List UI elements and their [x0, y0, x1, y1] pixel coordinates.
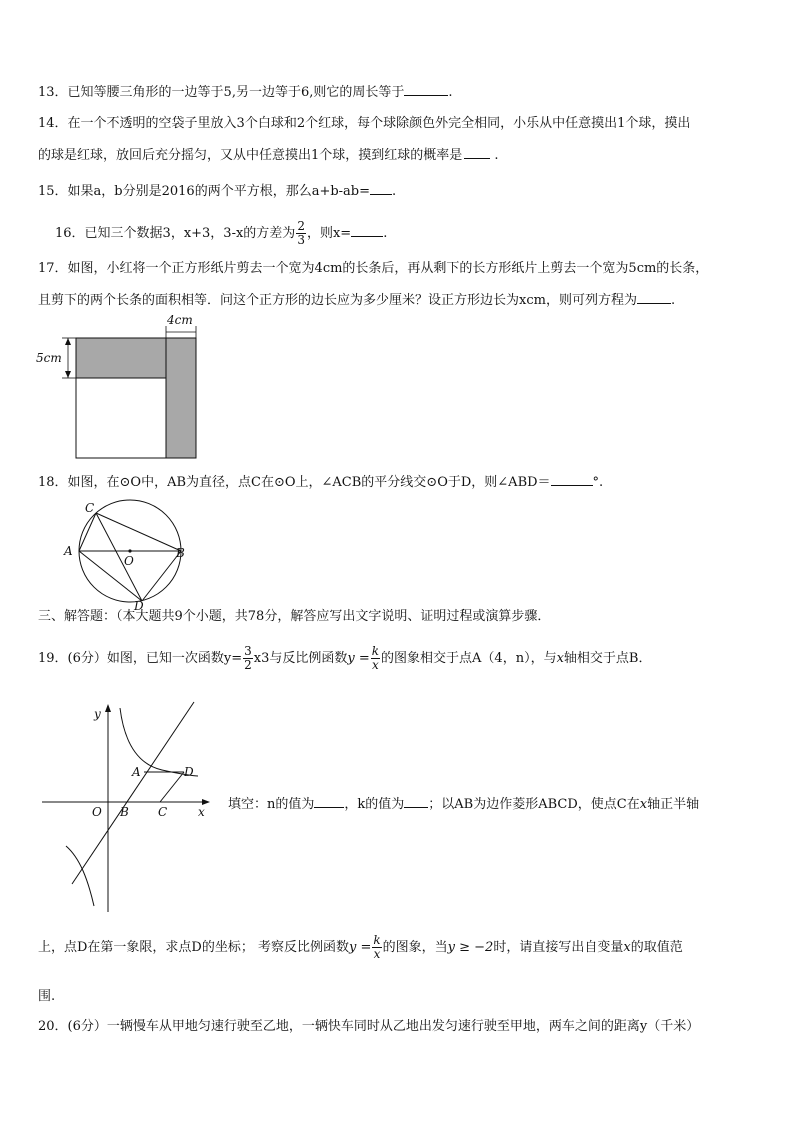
q17-bottom-strip — [76, 338, 166, 378]
q18-center-point — [128, 549, 131, 552]
q19-x-var: x — [556, 651, 564, 666]
q19-part2: x3与反比例函数 — [253, 651, 348, 666]
q19-slope-den: 2 — [244, 658, 252, 672]
q13-text: 13．已知等腰三角形的一边等于5,另一边等于6,则它的周长等于 — [38, 85, 405, 100]
question-19 — [38, 645, 651, 673]
q19-part3: 的图象相交于点A（4，n），与 — [381, 651, 557, 666]
q19-part1: 19．(6分）如图，已知一次函数y= — [38, 651, 243, 666]
q19-fill-d: 轴正半轴 — [647, 797, 700, 812]
q17-line2: 且剪下的两个长条的面积相等．问这个正方形的边长应为多少厘米？设正方形边长为xcm，则可列方程为 — [38, 293, 637, 308]
section-3-text: 三、解答题：（本大题共9个小题，共78分，解答应写出文字说明、证明过程或演算步骤． — [38, 609, 551, 624]
q16-end: . — [383, 226, 388, 241]
q18-label-o: O — [124, 554, 134, 568]
q18-answer-blank[interactable] — [551, 473, 593, 486]
q18-chord-cd — [96, 513, 142, 601]
q19-slope-num: 3 — [244, 644, 252, 658]
q19-slope-fraction — [243, 645, 253, 672]
q19-cont-x: x — [623, 940, 631, 955]
q17-line1: 17．如图，小红将一个正方形纸片剪去一个宽为4cm的长条后，再从剩下的长方形纸片上剪去一个宽为5cm的长条， — [38, 261, 709, 276]
q19-y-axis-arrow — [105, 704, 111, 712]
q18-label-b: B — [176, 546, 185, 560]
question-19-fill-line — [228, 795, 699, 814]
section-3-heading — [38, 608, 550, 626]
q18-chord-cb — [96, 513, 181, 551]
q16-fraction — [296, 220, 306, 247]
q19-cont-k-num: k — [373, 933, 381, 947]
question-14-line1 — [38, 115, 690, 133]
q16-after: ，则x= — [306, 226, 352, 241]
q19-graph-figure — [38, 700, 218, 915]
q19-y-eq: y = — [347, 651, 370, 666]
q18-label-a: A — [64, 544, 73, 558]
question-17-line1 — [38, 260, 708, 278]
q19-cont-a: 上，点D在第一象限，求点D的坐标； 考察反比例函数 — [38, 940, 349, 955]
q19-fill-a: 填空：n的值为 — [228, 797, 315, 812]
q17-left-arrow-up — [65, 338, 71, 345]
q19-cont-k-over-x — [372, 934, 381, 961]
q18-circle-figure — [60, 500, 200, 613]
question-20 — [38, 1018, 699, 1036]
q19-k-blank[interactable] — [404, 795, 428, 808]
q16-frac-num: 2 — [297, 219, 305, 233]
q13-end: . — [448, 85, 453, 100]
q18-label-d: D — [134, 599, 144, 613]
q19-hyperbola-lower — [66, 846, 94, 906]
q17-remaining-square — [76, 378, 166, 458]
q17-square-figure — [34, 312, 204, 462]
q14-answer-blank[interactable] — [464, 146, 490, 159]
q14-line2: 的球是红球，放回后充分摇匀，又从中任意摸出1个球，摸到红球的概率是 — [38, 148, 463, 163]
q18-chord-ca — [79, 513, 96, 551]
q14-end: . — [494, 148, 499, 163]
question-17-line2 — [38, 291, 675, 310]
q19-segment-dc — [160, 772, 184, 802]
q15-answer-blank[interactable] — [370, 182, 392, 195]
q19-cont-c: 时，请直接写出自变量 — [493, 940, 624, 955]
q19-label-y: y — [94, 707, 101, 721]
question-18 — [38, 473, 603, 492]
question-19-cont-line — [38, 934, 683, 962]
q18-label-c: C — [85, 501, 95, 515]
q17-end: . — [670, 293, 676, 308]
q19-label-b: B — [120, 805, 129, 819]
q17-label-5cm: 5cm — [36, 351, 62, 365]
question-14-line2 — [38, 146, 499, 165]
q14-line1: 14．在一个不透明的空袋子里放入3个白球和2个红球，每个球除颜色外完全相同，小乐从中任意摸出1个球，摸出 — [38, 116, 691, 131]
q19-cont-y-eq: y = — [348, 940, 372, 955]
q17-label-4cm: 4cm — [167, 313, 193, 327]
q19-x-den: x — [372, 658, 379, 672]
q19-fill-x: x — [639, 797, 648, 812]
q19-cont-line2: 围. — [38, 989, 56, 1004]
q19-k-num: k — [371, 644, 380, 658]
q17-right-strip — [166, 338, 196, 458]
q19-part4: 轴相交于点B． — [563, 651, 652, 666]
q19-k-over-x — [371, 645, 380, 672]
q13-answer-blank[interactable] — [404, 83, 448, 96]
q17-left-arrow-down — [65, 371, 71, 378]
q19-n-blank[interactable] — [314, 795, 344, 808]
q19-cont-cond: y ≥ −2 — [447, 940, 494, 955]
q15-end: . — [392, 184, 397, 199]
q19-label-x: x — [198, 805, 205, 819]
q18-text: 18．如图，在⊙O中，AB为直径，点C在⊙O上，∠ACB的平分线交⊙O于D，则∠ABD＝ — [38, 475, 551, 490]
q20-text: 20．(6分）一辆慢车从甲地匀速行驶至乙地，一辆快车同时从乙地出发匀速行驶至甲地，两车之间的距离y（千米） — [38, 1019, 700, 1034]
q19-linear-function — [72, 702, 194, 884]
q19-cont-x-den: x — [373, 947, 381, 961]
q19-label-c: C — [158, 805, 168, 819]
q19-label-o: O — [92, 805, 102, 819]
q19-fill-c: ；以AB为边作菱形ABCD，使点C在 — [428, 797, 640, 812]
q19-label-d: D — [184, 765, 194, 779]
question-15 — [38, 182, 396, 201]
question-19-cont-line2 — [38, 988, 55, 1006]
q19-cont-d: 的取值范 — [630, 940, 683, 955]
q15-text: 15．如果a，b分别是2016的两个平方根，那么a+b-ab= — [38, 184, 371, 199]
q19-label-a: A — [132, 765, 141, 779]
question-13 — [38, 83, 453, 102]
q17-answer-blank[interactable] — [637, 291, 671, 304]
q19-fill-b: ，k的值为 — [344, 797, 405, 812]
q16-frac-den: 3 — [297, 233, 305, 247]
q19-cont-b: 的图象，当 — [382, 940, 448, 955]
question-16 — [55, 220, 387, 247]
q16-answer-blank[interactable] — [351, 224, 383, 237]
q18-end: °. — [592, 475, 604, 490]
q16-before: 16．已知三个数据3，x+3，3-x的方差为 — [55, 226, 296, 241]
